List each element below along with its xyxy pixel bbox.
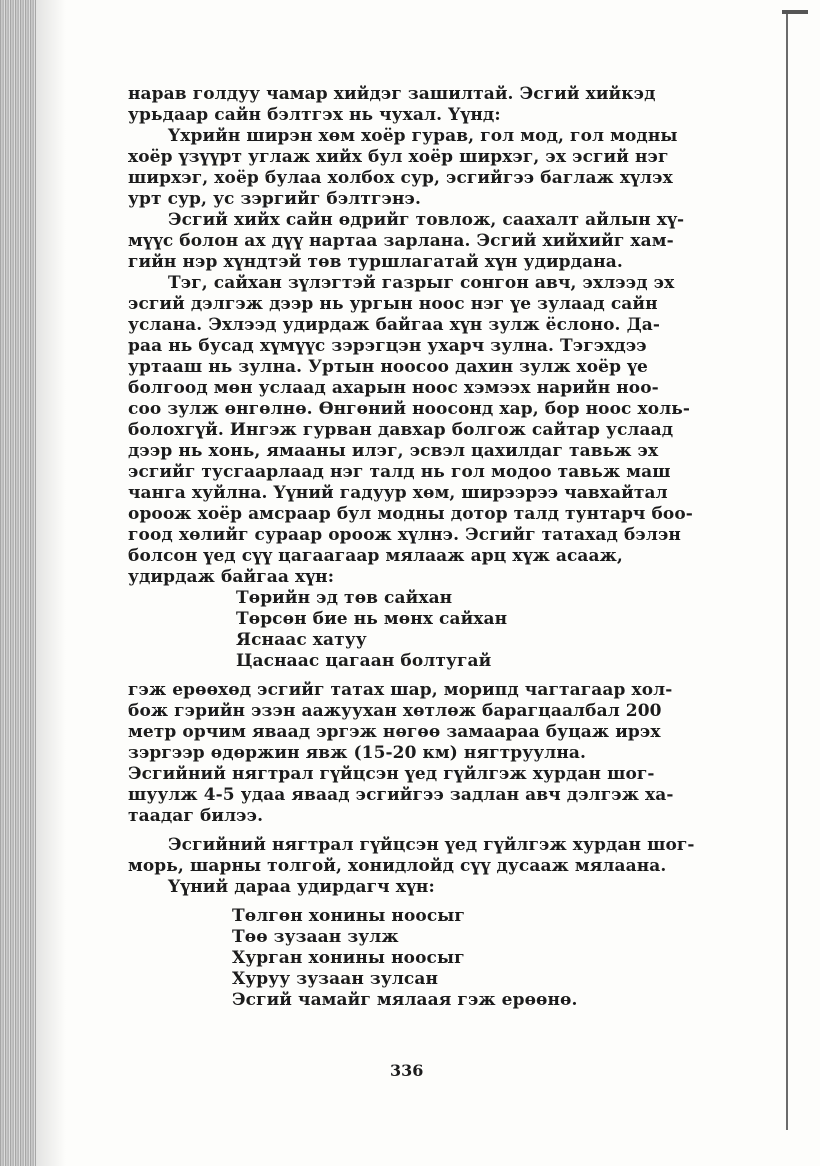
text-line: болгоод мөн услаад ахарын ноос хэмээх нарийн ноо- [128, 378, 659, 398]
text-line: Эсгий хийх сайн өдрийг товлож, саахалт айлын хү- [168, 210, 685, 230]
text-line: нарав голдуу чамар хийдэг зашилтай. Эсгий хийкэд [128, 84, 656, 104]
text-line: соо зулж өнгөлнө. Өнгөний ноосонд хар, бор ноос холь- [128, 399, 691, 419]
text-line: гэж ерөөхөд эсгийг татах шар, морипд чагтагаар хол- [128, 680, 673, 700]
text-line: чанга хуйлна. Үүний гадуур хөм, ширээрээ чавхайтал [128, 483, 668, 503]
text-line: эсгийг тусгаарлаад нэг талд нь гол модоо тавьж маш [128, 462, 671, 482]
text-line: морь, шарны толгой, хонидлойд сүү дусааж мялаана. [128, 856, 667, 876]
text-line: Эсгийний нягтрал гүйцсэн үед гүйлгэж хурдан шог- [168, 835, 695, 855]
text-line: услана. Эхлээд удирдаж байгаа хүн зулж ёслоно. Да- [128, 315, 661, 335]
text-line: метр орчим яваад эргэж нөгөө замаараа буцаж ирэх [128, 722, 661, 742]
poem-line: Төрийн эд төв сайхан [236, 588, 453, 608]
poem-line: Хурган хонины ноосыг [232, 948, 465, 968]
poem-line: Төө зузаан зулж [232, 927, 399, 947]
text-line: ороож хоёр амсраар бул модны дотор талд тунтарч боо- [128, 504, 693, 524]
text-line: Эсгийний нягтрал гүйцсэн үед гүйлгэж хурдан шог- [128, 764, 655, 784]
text-line: дээр нь хонь, ямааны илэг, эсвэл цахилдаг тавьж эх [128, 441, 659, 461]
poem-line: Төрсөн бие нь мөнх сайхан [236, 609, 508, 629]
text-line: удирдаж байгаа хүн: [128, 567, 335, 587]
page-edge-tick [782, 10, 808, 14]
text-line: шуулж 4-5 удаа яваад эсгийгээ задлан авч дэлгэж ха- [128, 785, 674, 805]
poem-line: Цаснаас цагаан болтугай [236, 651, 492, 671]
text-line: раа нь бусад хүмүүс зэрэгцэн ухарч зулна. Тэгэхдээ [128, 336, 647, 356]
poem-line: Яснаас хатуу [236, 630, 367, 650]
text-line: таадаг билээ. [128, 806, 264, 826]
poem-line: Төлгөн хонины ноосыг [232, 906, 465, 926]
page-number: 336 [390, 1061, 424, 1080]
text-line: Үүний дараа удирдагч хүн: [168, 877, 435, 897]
page-edge-line [786, 10, 810, 1130]
text-line: мүүс болон ах дүү нартаа зарлана. Эсгий хийхийг хам- [128, 231, 674, 251]
text-line: гоод хөлийг сураар ороож хүлнэ. Эсгийг татахад бэлэн [128, 525, 681, 545]
text-line: Үхрийн ширэн хөм хоёр гурав, гол мод, гол модны [168, 126, 678, 146]
text-line: хоёр үзүүрт углаж хийх бул хоёр ширхэг, эх эсгий нэг [128, 147, 669, 167]
poem-line: Эсгий чамайг мялаая гэж ерөөнө. [232, 990, 578, 1010]
text-line: бож гэрийн эзэн аажуухан хөтлөж барагцаалбал 200 [128, 701, 662, 721]
text-line: болохгүй. Ингэж гурван давхар болгож сайтар услаад [128, 420, 674, 440]
text-line: Тэг, сайхан зүлэгтэй газрыг сонгон авч, эхлээд эх [168, 273, 675, 293]
text-line: болсон үед сүү цагаагаар мялааж арц хүж асааж, [128, 546, 623, 566]
text-line: уртааш нь зулна. Уртын ноосоо дахин зулж хоёр үе [128, 357, 648, 377]
poem-line: Хуруу зузаан зулсан [232, 969, 439, 989]
book-binding-edge [0, 0, 36, 1166]
binding-shadow [36, 0, 66, 1166]
text-line: зэргээр өдөржин явж (15-20 км) нягтруулна. [128, 743, 587, 763]
text-line: эсгий дэлгэж дээр нь ургын ноос нэг үе зулаад сайн [128, 294, 658, 314]
text-line: урт сур, ус зэргийг бэлтгэнэ. [128, 189, 421, 209]
text-line: урьдаар сайн бэлтгэх нь чухал. Үүнд: [128, 105, 501, 125]
text-line: ширхэг, хоёр булаа холбох сур, эсгийгээ баглаж хүлэх [128, 168, 673, 188]
page-text-block [128, 84, 728, 1011]
text-line: гийн нэр хүндтэй төв туршлагатай хүн удирдана. [128, 252, 623, 272]
